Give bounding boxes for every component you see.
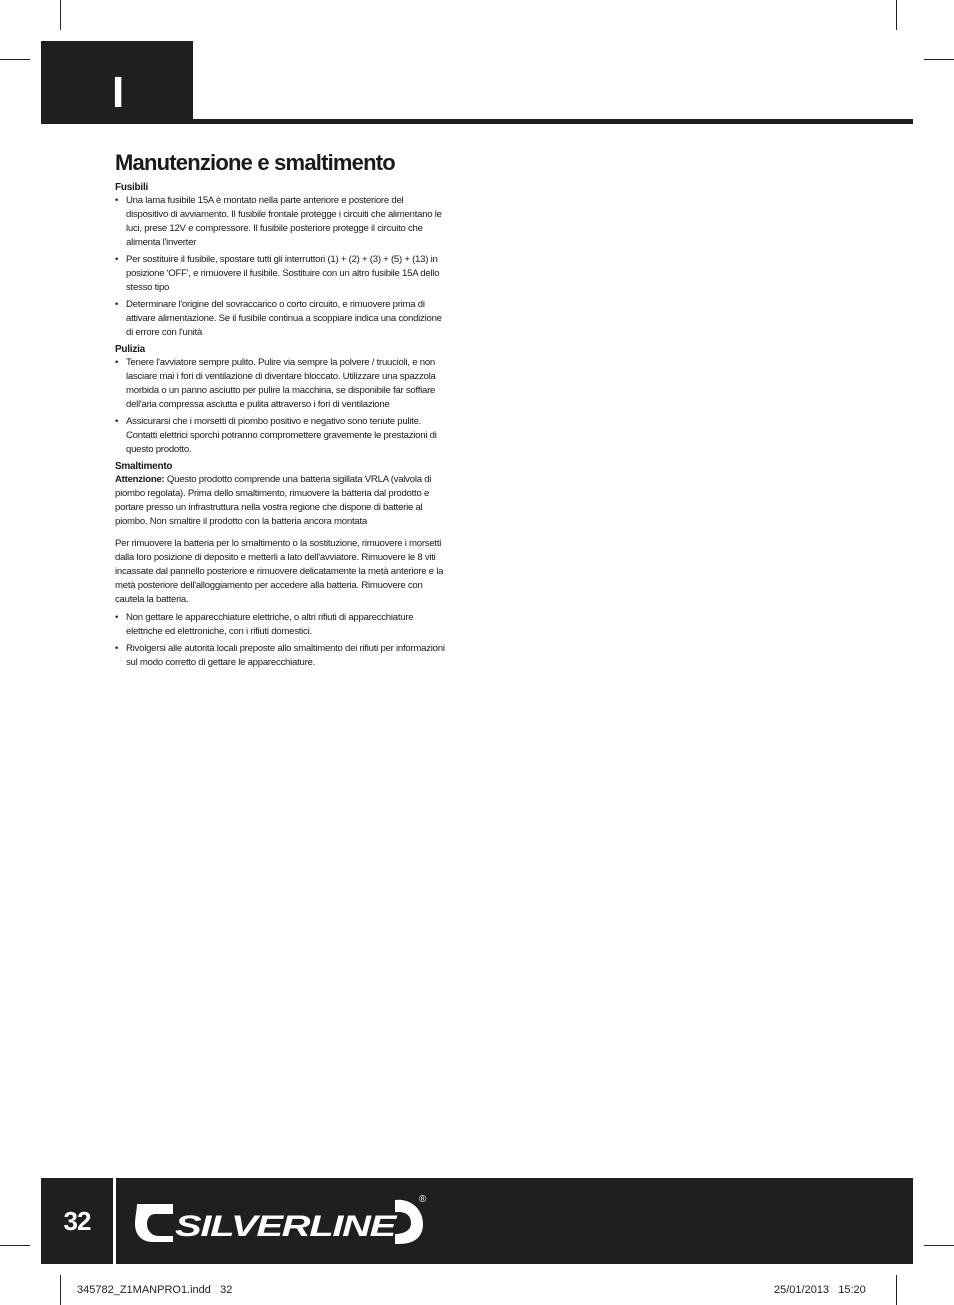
battery-removal-paragraph: Per rimuovere la batteria per lo smaltimento o la sostituzione, rimuovere i morsetti dalla loro posizione di deposito e metterli a lato dell'avviatore. Rimuovere le 8 viti incassate dal pannello posteriore e rimuovere delicatamente la metà anteriore e la metà posteriore dell'alloggiamento per accedere alla batteria. Rimuovere con cautela la batteria. bbox=[115, 538, 444, 605]
smaltimento-list bbox=[115, 611, 445, 670]
main-content bbox=[115, 150, 445, 673]
spanner-left-icon bbox=[135, 1204, 173, 1242]
page-number: 32 bbox=[63, 1206, 91, 1236]
attention-paragraph bbox=[115, 473, 445, 529]
crop-mark bbox=[896, 1275, 897, 1305]
attention-label: Attenzione: bbox=[115, 474, 165, 485]
fusibili-list bbox=[115, 194, 445, 340]
list-item: • Per sostituire il fusibile, spostare tutti gli interruttori (1) + (2) + (3) + (5) + (13) in posizione 'OFF', e rimuovere il fusibile. Sostituire con un altro fusibile 15A dello stesso tipo bbox=[115, 253, 445, 295]
list-item: • Assicurarsi che i morsetti di piombo positivo e negativo sono tenute pulite. Contatti elettrici sporchi potranno compromettere gravemente le prestazioni di questo prodotto. bbox=[115, 415, 445, 457]
crop-mark bbox=[896, 0, 897, 30]
crop-mark bbox=[60, 1275, 61, 1305]
smaltimento-heading: Smaltimento bbox=[115, 461, 173, 472]
language-letter: I bbox=[112, 68, 125, 117]
logo-wordmark: SILVERLINE bbox=[175, 1210, 398, 1243]
spanner-right-icon bbox=[395, 1200, 423, 1244]
crop-mark bbox=[924, 59, 954, 60]
pulizia-list bbox=[115, 356, 445, 457]
header-rule bbox=[41, 119, 913, 124]
silverline-logo bbox=[133, 1186, 433, 1256]
attention-text: Questo prodotto comprende una batteria sigillata VRLA (valvola di piombo regolata). Prima dello smaltimento, rimuovere la batteria dal prodotto e portare presso un infrastruttura nella vostra regione che dispone di batterie al piombo. Non smaltire il prodotto con la batteria ancora montata bbox=[115, 474, 432, 527]
footer-divider bbox=[113, 1178, 116, 1264]
list-item: • Rivolgersi alle autorità locali preposte allo smaltimento dei rifiuti per informazioni sul modo corretto di gettare le apparecchiature. bbox=[115, 642, 445, 670]
pulizia-heading: Pulizia bbox=[115, 344, 145, 355]
list-item: • Non gettare le apparecchiature elettriche, o altri rifiuti di apparecchiature elettriche ed elettroniche, con i rifiuti domestici. bbox=[115, 611, 445, 639]
fusibili-heading: Fusibili bbox=[115, 182, 148, 193]
list-item: • Tenere l'avviatore sempre pulito. Pulire via sempre la polvere / truucioli, e non lasciare mai i fori di ventilazione di diventare bloccato. Utilizzare una spazzola morbida o un panno asciutto per pulire la macchina, se disponibile far soffiare dell'aria compressa asciutta e pulita attraverso i fori di ventilazione bbox=[115, 356, 445, 412]
crop-mark bbox=[924, 1245, 954, 1246]
language-tab bbox=[41, 41, 193, 123]
list-item: • Una lama fusibile 15A è montato nella parte anteriore e posteriore del dispositivo di avviamento. Il fusibile frontale protegge i circuiti che alimentano le luci, prese 12V e compressore. Il fusibile posteriore protegge il circuito che alimenta l'inverter bbox=[115, 194, 445, 250]
registered-mark: ® bbox=[419, 1194, 427, 1205]
crop-mark bbox=[60, 0, 61, 30]
footer-bar bbox=[41, 1178, 913, 1264]
list-item: • Determinare l'origine del sovraccarico o corto circuito, e rimuovere prima di attivare alimentazione. Se il fusibile continua a scoppiare indica una condizione di errore con l'unità bbox=[115, 298, 445, 340]
slug-date-time: 25/01/2013 15:20 bbox=[774, 1284, 866, 1296]
crop-mark bbox=[0, 59, 30, 60]
page-title: Manutenzione e smaltimento bbox=[115, 150, 395, 175]
slug-file-info: 345782_Z1MANPRO1.indd 32 bbox=[77, 1284, 233, 1296]
crop-mark bbox=[0, 1245, 30, 1246]
